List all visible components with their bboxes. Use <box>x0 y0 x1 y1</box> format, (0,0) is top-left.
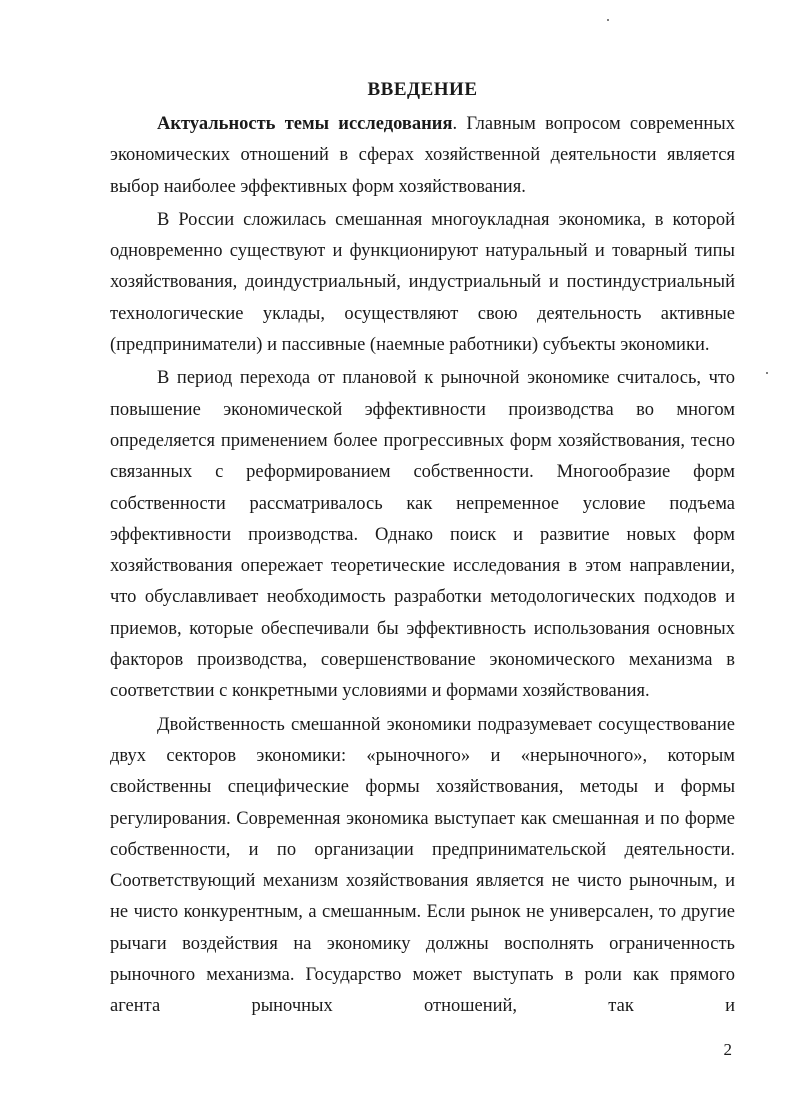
paragraph-text: . Главным вопросом современных экономических отношений в сферах хозяйственной деятельности является выбор наиболее эффективных форм хозяйствования. <box>110 114 735 197</box>
paragraph-relevance <box>110 109 735 203</box>
paragraph-transition-period <box>110 363 735 707</box>
paragraph-text: В период перехода от плановой к рыночной экономике считалось, что повышение экономической эффективности производства во многом определяется применением более прогрессивных форм хозяйствования, тесно связанных с реформированием собственности. Многообразие форм собственности рассматривалось как непременное условие подъема эффективности производства. Однако поиск и развитие новых форм хозяйствования опережает теоретические исследования в этом направлении, что обуславливает необходимость разработки методологических подходов и приемов, которые обеспечивали бы эффективность использования основных факторов производства, совершенствование экономического механизма в соответствии с конкретными условиями и формами хозяйствования. <box>110 368 735 702</box>
paragraph-text: В России сложилась смешанная многоукладная экономика, в которой одновременно существуют и функционируют натуральный и товарный типы хозяйствования, доиндустриальный, индустриальный и постиндустриальный технологические уклады, осуществляют свою деятельность активные (предприниматели) и пассивные (наемные работники) субъекты экономики. <box>110 209 735 356</box>
paragraph-text: Двойственность смешанной экономики подразумевает сосуществование двух секторов экономики: «рыночного» и «нерыночного», которым свойственны специфические формы хозяйствования, методы и формы регулирования. Современная экономика выступает как смешанная и по форме собственности, и по организации предпринимательской деятельности. Соответствующий механизм хозяйствования является не чисто рыночным, и не чисто конкурентным, а смешанным. Если рынок не универсален, то другие рычаги воздействия на экономику должны восполнять ограниченность рыночного механизма. Государство может выступать в роли как прямого агента рыночных отношений, так и <box>110 714 735 1017</box>
page-title: ВВЕДЕНИЕ <box>367 79 478 100</box>
scan-speck <box>607 19 609 21</box>
page-number: 2 <box>723 1040 732 1059</box>
scan-speck <box>766 372 768 374</box>
paragraph-lead: Актуальность темы исследования <box>157 114 453 134</box>
paragraph-mixed-economy <box>110 710 735 1023</box>
paragraph-russia-economy <box>110 205 735 361</box>
